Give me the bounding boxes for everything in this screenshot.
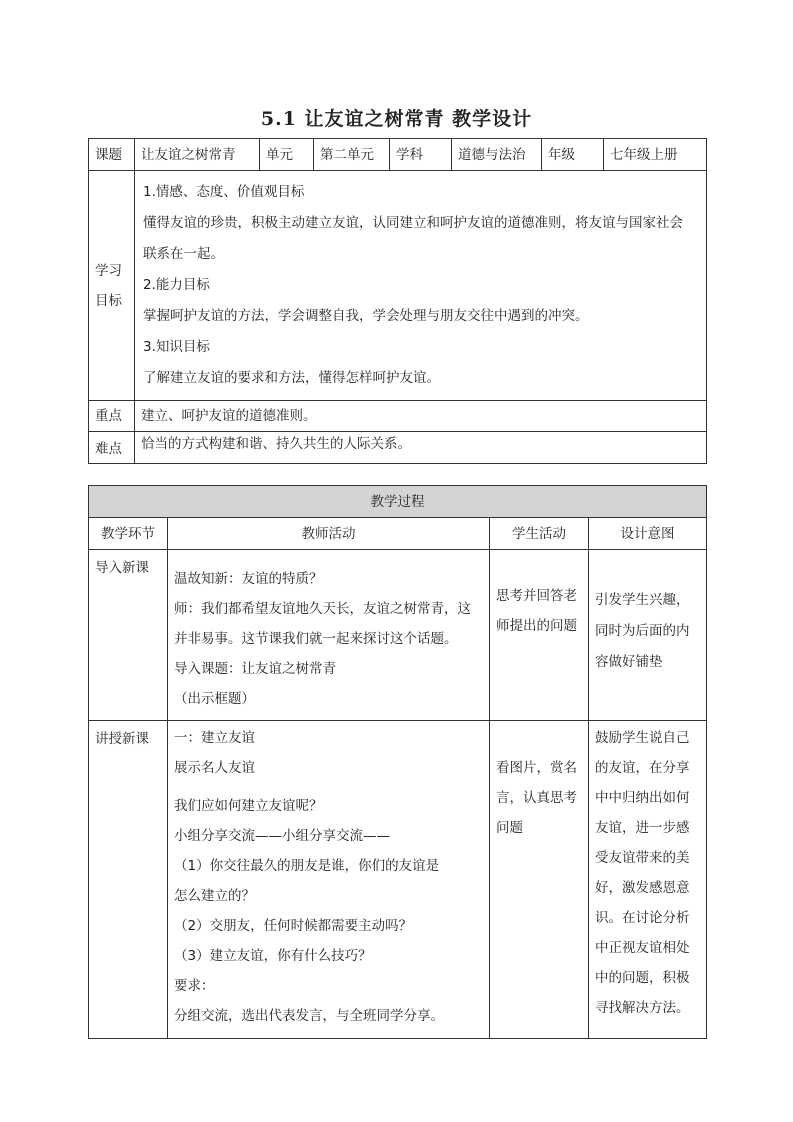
intent-line: 鼓励学生说自己	[595, 730, 690, 746]
difficulty-value: 恰当的方式构建和谐、持久共生的人际关系。	[135, 432, 707, 464]
key-point-value: 建立、呵护友谊的道德准则。	[135, 401, 707, 432]
teacher-line: 要求：	[174, 978, 215, 994]
teacher-line: 分组交流，选出代表发言，与全班同学分享。	[174, 1008, 444, 1024]
objectives-row	[89, 171, 707, 401]
col-student: 学生活动	[490, 518, 589, 550]
teacher-line: 我们应如何建立友谊呢？	[174, 798, 323, 814]
teacher-line: 小组分享交流——小组分享交流——	[174, 828, 390, 844]
intent-line: 引发学生兴趣，	[595, 592, 690, 608]
xue-ke-label: 学科	[390, 139, 452, 171]
teacher-line: 导入课题：让友谊之树常青	[174, 661, 336, 677]
teacher-line: （2）交朋友，任何时候都需要主动吗？	[174, 918, 413, 934]
objective-line: 了解建立友谊的要求和方法，懂得怎样呵护友谊。	[143, 370, 440, 386]
process-table	[88, 485, 707, 1039]
objective-line: 懂得友谊的珍贵，积极主动建立友谊，认同建立和呵护友谊的道德准则，将友谊与国家社会	[143, 215, 683, 231]
intent-cell	[589, 550, 707, 721]
nian-ji-value: 七年级上册	[604, 139, 707, 171]
teacher-line: 并非易事。这节课我们就一起来探讨这个话题。	[174, 631, 458, 647]
intent-line: 容做好铺垫	[595, 654, 663, 670]
intent-line: 识。在讨论分析	[595, 910, 690, 926]
col-stage: 教学环节	[89, 518, 168, 550]
process-header-row	[89, 486, 707, 518]
ke-ti-label: 课题	[89, 139, 135, 171]
col-intent: 设计意图	[589, 518, 707, 550]
student-line: 师提出的问题	[496, 618, 577, 634]
student-activity-cell	[490, 721, 589, 1039]
key-point-label: 重点	[89, 401, 135, 432]
teacher-line: 怎么建立的？	[174, 888, 255, 904]
dan-yuan-value: 第二单元	[314, 139, 390, 171]
objectives-label	[89, 171, 135, 401]
intent-line: 中的问题，积极	[595, 970, 690, 986]
intent-line: 同时为后面的内	[595, 623, 690, 639]
page-title: 5.1 让友谊之树常青 教学设计	[260, 108, 533, 130]
student-line: 看图片，赏名	[496, 760, 577, 776]
stage-cell: 导入新课	[89, 550, 168, 721]
intent-line: 好，激发感恩意	[595, 880, 690, 896]
student-activity-cell	[490, 550, 589, 721]
objective-line: 3.知识目标	[143, 339, 210, 355]
objective-line: 1.情感、态度、价值观目标	[143, 184, 305, 200]
teacher-line: （3）建立友谊，你有什么技巧？	[174, 948, 372, 964]
teacher-line: 温故知新：友谊的特质？	[174, 571, 323, 587]
intent-line: 友谊，进一步感	[595, 820, 690, 836]
intent-line: 受友谊带来的美	[595, 850, 690, 866]
objectives-content	[135, 171, 707, 401]
ke-ti-value: 让友谊之树常青	[135, 139, 260, 171]
stage-cell: 讲授新课	[89, 721, 168, 1039]
process-row-new-lesson	[89, 721, 707, 1039]
difficulty-row	[89, 432, 707, 464]
student-line: 言，认真思考	[496, 790, 577, 806]
col-teacher: 教师活动	[168, 518, 490, 550]
teacher-line: 师：我们都希望友谊地久天长，友谊之树常青，这	[174, 601, 471, 617]
objective-line: 2.能力目标	[143, 277, 210, 293]
objective-line: 联系在一起。	[143, 246, 224, 262]
dan-yuan-label: 单元	[260, 139, 314, 171]
process-header: 教学过程	[89, 486, 707, 518]
objectives-label-line1: 学习	[95, 262, 122, 279]
teacher-activity-cell	[168, 550, 490, 721]
key-point-row	[89, 401, 707, 432]
teacher-line: 展示名人友谊	[174, 760, 255, 776]
objective-line: 掌握呵护友谊的方法，学会调整自我，学会处理与朋友交往中遇到的冲突。	[143, 308, 589, 324]
intent-line: 的友谊，在分享	[595, 760, 690, 776]
xue-ke-value: 道德与法治	[452, 139, 542, 171]
process-row-intro	[89, 550, 707, 721]
teacher-activity-cell	[168, 721, 490, 1039]
teacher-line: （出示框题）	[174, 691, 255, 707]
info-row	[89, 139, 707, 171]
difficulty-label: 难点	[89, 432, 135, 464]
student-line: 思考并回答老	[496, 588, 577, 604]
nian-ji-label: 年级	[542, 139, 604, 171]
objectives-label-line2: 目标	[95, 292, 122, 309]
intent-cell	[589, 721, 707, 1039]
teacher-line: 一：建立友谊	[174, 730, 255, 746]
intent-line: 中中归纳出如何	[595, 790, 690, 806]
teacher-line: （1）你交往最久的朋友是谁，你们的友谊是	[174, 858, 440, 874]
info-table	[88, 138, 707, 464]
intent-line: 中正视友谊相处	[595, 940, 690, 956]
process-columns-row	[89, 518, 707, 550]
intent-line: 寻找解决方法。	[595, 1000, 690, 1016]
student-line: 问题	[496, 820, 523, 836]
